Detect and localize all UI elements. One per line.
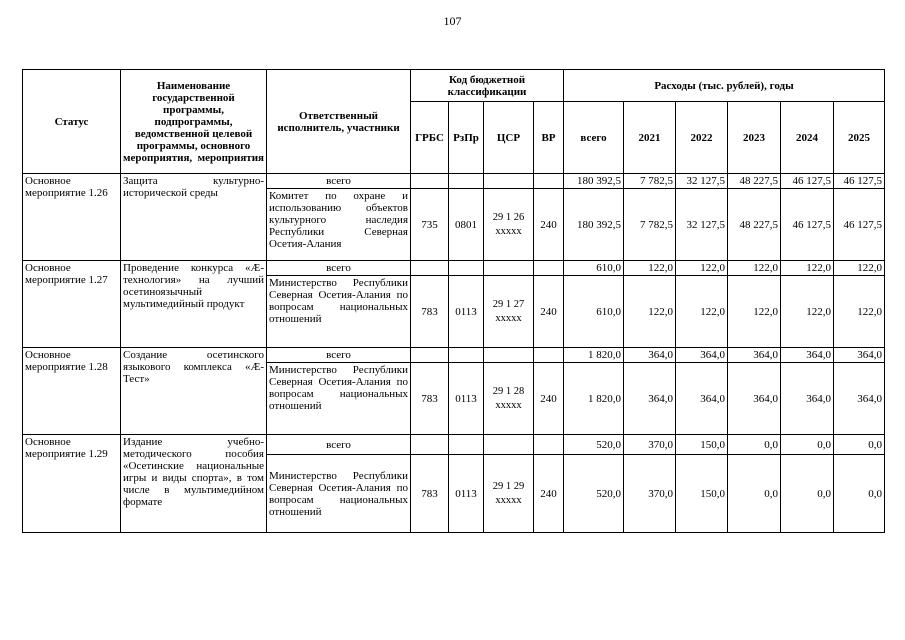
measure-name: Защита культурно-исторической среды xyxy=(121,174,267,261)
total-value: 122,0 xyxy=(781,261,834,276)
total-value: 122,0 xyxy=(624,261,676,276)
total-value: 364,0 xyxy=(676,348,728,363)
expense-value: 0,0 xyxy=(834,455,885,533)
measure-name: Проведение конкурса «Æ-технология» на лучший осетиноязычный мультимедийный продукт xyxy=(121,261,267,348)
expense-value: 370,0 xyxy=(624,455,676,533)
expense-value: 122,0 xyxy=(624,276,676,348)
total-value: 520,0 xyxy=(564,435,624,455)
expense-value: 122,0 xyxy=(834,276,885,348)
rzpr-code: 0113 xyxy=(449,455,484,533)
grbs-code: 735 xyxy=(411,189,449,261)
expense-value: 1 820,0 xyxy=(564,363,624,435)
header-total: всего xyxy=(564,102,624,174)
total-value: 364,0 xyxy=(728,348,781,363)
expense-value: 0,0 xyxy=(781,455,834,533)
header-expenses: Расходы (тыс. рублей), годы xyxy=(564,70,885,102)
total-value: 46 127,5 xyxy=(834,174,885,189)
total-value: 122,0 xyxy=(834,261,885,276)
expense-value: 364,0 xyxy=(781,363,834,435)
header-2025: 2025 xyxy=(834,102,885,174)
total-label: всего xyxy=(267,174,411,189)
vr-code: 240 xyxy=(534,276,564,348)
measure-name: Издание учебно-методического пособия «Осетинские национальные игры и виды спорта», в том числе в мультимедийном формате xyxy=(121,435,267,533)
expense-value: 150,0 xyxy=(676,455,728,533)
csr-code: 29 1 26 ххххх xyxy=(484,189,534,261)
rzpr-code: 0801 xyxy=(449,189,484,261)
total-value: 364,0 xyxy=(834,348,885,363)
total-value: 48 227,5 xyxy=(728,174,781,189)
header-vr: ВР xyxy=(534,102,564,174)
executor-text: Комитет по охране и использованию объектов культурного наследия Республики Северная Осетия-Алания xyxy=(267,189,411,261)
executor-text: Министерство Республики Северная Осетия-Алания по вопросам национальных отношений xyxy=(267,455,411,533)
table-row xyxy=(23,435,885,455)
expense-value: 364,0 xyxy=(676,363,728,435)
expense-value: 364,0 xyxy=(624,363,676,435)
expense-value: 32 127,5 xyxy=(676,189,728,261)
total-value: 370,0 xyxy=(624,435,676,455)
total-value: 122,0 xyxy=(676,261,728,276)
grbs-code: 783 xyxy=(411,363,449,435)
measure-status: Основное мероприятие 1.27 xyxy=(23,261,121,348)
total-value: 610,0 xyxy=(564,261,624,276)
expense-value: 364,0 xyxy=(728,363,781,435)
csr-code: 29 1 27 ххххх xyxy=(484,276,534,348)
csr-code: 29 1 29 ххххх xyxy=(484,455,534,533)
header-name: Наименование государственной программы, подпрограммы, ведомственной целевой программы, основного мероприятия, мероприятия xyxy=(121,70,267,174)
table-row xyxy=(23,348,885,363)
measure-status: Основное мероприятие 1.28 xyxy=(23,348,121,435)
budget-table xyxy=(22,69,885,533)
vr-code: 240 xyxy=(534,363,564,435)
header-csr: ЦСР xyxy=(484,102,534,174)
grbs-code: 783 xyxy=(411,276,449,348)
total-value: 180 392,5 xyxy=(564,174,624,189)
total-value: 0,0 xyxy=(781,435,834,455)
header-2024: 2024 xyxy=(781,102,834,174)
measure-name: Создание осетинского языкового комплекса «Æ-Тест» xyxy=(121,348,267,435)
total-value: 7 782,5 xyxy=(624,174,676,189)
expense-value: 520,0 xyxy=(564,455,624,533)
grbs-code: 783 xyxy=(411,455,449,533)
expense-value: 46 127,5 xyxy=(781,189,834,261)
executor-text: Министерство Республики Северная Осетия-Алания по вопросам национальных отношений xyxy=(267,276,411,348)
expense-value: 364,0 xyxy=(834,363,885,435)
total-value: 122,0 xyxy=(728,261,781,276)
header-2022: 2022 xyxy=(676,102,728,174)
table-row xyxy=(23,174,885,189)
rzpr-code: 0113 xyxy=(449,276,484,348)
expense-value: 122,0 xyxy=(781,276,834,348)
rzpr-code: 0113 xyxy=(449,363,484,435)
expense-value: 48 227,5 xyxy=(728,189,781,261)
vr-code: 240 xyxy=(534,455,564,533)
expense-value: 122,0 xyxy=(728,276,781,348)
header-status: Статус xyxy=(23,70,121,174)
csr-code: 29 1 28 ххххх xyxy=(484,363,534,435)
total-label: всего xyxy=(267,261,411,276)
measure-status: Основное мероприятие 1.29 xyxy=(23,435,121,533)
total-value: 32 127,5 xyxy=(676,174,728,189)
total-value: 150,0 xyxy=(676,435,728,455)
header-2021: 2021 xyxy=(624,102,676,174)
header-grbs: ГРБС xyxy=(411,102,449,174)
measure-status: Основное мероприятие 1.26 xyxy=(23,174,121,261)
vr-code: 240 xyxy=(534,189,564,261)
expense-value: 7 782,5 xyxy=(624,189,676,261)
total-value: 364,0 xyxy=(624,348,676,363)
total-label: всего xyxy=(267,435,411,455)
executor-text: Министерство Республики Северная Осетия-Алания по вопросам национальных отношений xyxy=(267,363,411,435)
table-row xyxy=(23,261,885,276)
total-value: 364,0 xyxy=(781,348,834,363)
expense-value: 122,0 xyxy=(676,276,728,348)
expense-value: 180 392,5 xyxy=(564,189,624,261)
total-value: 0,0 xyxy=(834,435,885,455)
header-budget-code: Код бюджетной классификации xyxy=(411,70,564,102)
total-value: 46 127,5 xyxy=(781,174,834,189)
total-value: 0,0 xyxy=(728,435,781,455)
header-rzpr: РзПр xyxy=(449,102,484,174)
header-2023: 2023 xyxy=(728,102,781,174)
expense-value: 46 127,5 xyxy=(834,189,885,261)
header-executor: Ответственный исполнитель, участники xyxy=(267,70,411,174)
expense-value: 610,0 xyxy=(564,276,624,348)
total-label: всего xyxy=(267,348,411,363)
expense-value: 0,0 xyxy=(728,455,781,533)
page-number: 107 xyxy=(443,14,462,28)
total-value: 1 820,0 xyxy=(564,348,624,363)
